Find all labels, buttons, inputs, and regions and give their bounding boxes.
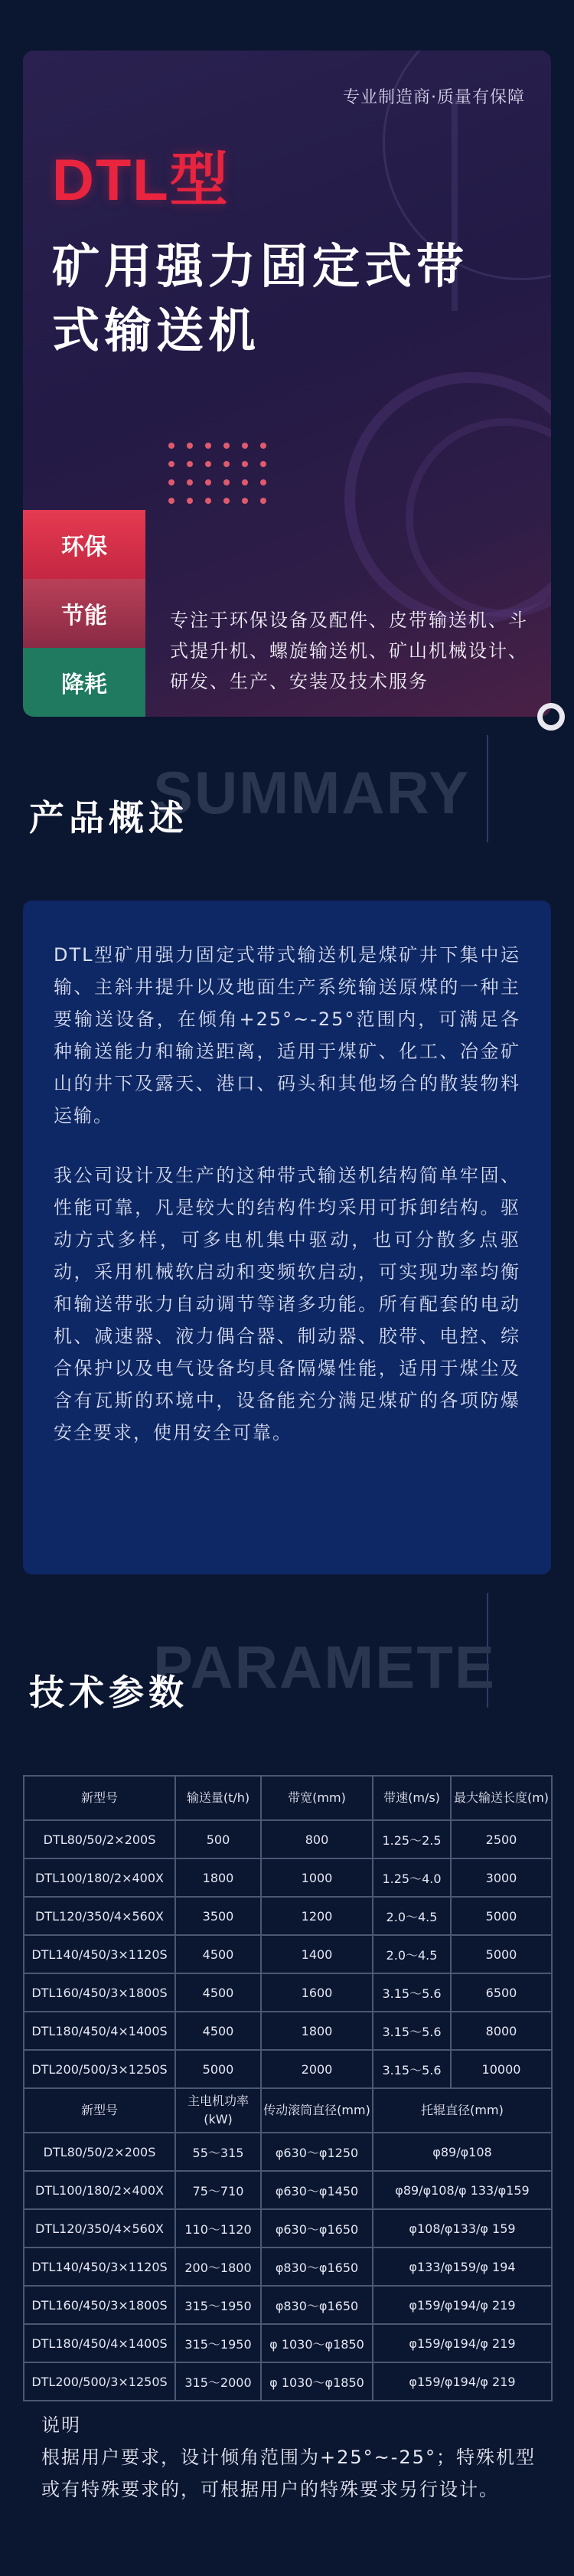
feature-tab-consumption: 降耗 [23,648,145,717]
table-header-cell: 主电机功率(kW) [175,2088,261,2133]
table-cell: φ630～φ1450 [261,2171,373,2209]
note-text: 根据用户要求，设计倾角范围为+25°~-25°；特殊机型或有特殊要求的，可根据用户的特殊要求另行设计。 [41,2447,536,2500]
overview-paragraph: 我公司设计及生产的这种带式输送机结构简单牢固、性能可靠，凡是较大的结构件均采用可拆卸结构。驱动方式多样，可多电机集中驱动，也可分散多点驱动，采用机械软启动和变频软启动，可实现功率均衡和输送带张力自动调节等诸多功能。所有配套的电动机、减速器、液力偶合器、制动器、胶带、电控、综合保护以及电气设备均具备隔爆性能，适用于煤尘及含有瓦斯的环境中，设备能充分满足煤矿的各项防爆安全要求，使用安全可靠。 [54,1165,520,1443]
table-cell: DTL180/450/4×1400S [24,2012,175,2050]
table-row [24,2171,552,2209]
table-row [24,1858,552,1897]
table-cell: φ159/φ194/φ 219 [373,2324,552,2362]
table-header-cell: 新型号 [24,1776,175,1820]
section-title-params: 技术参数 [29,1672,188,1713]
table-cell: DTL200/500/3×1250S [24,2050,175,2088]
table-cell: 2000 [261,2050,373,2088]
table-cell: DTL80/50/2×200S [24,1820,175,1858]
table-cell: 4500 [175,1973,261,2012]
feature-tab-energy: 节能 [23,579,145,648]
dot-grid-decoration [168,443,268,504]
hero-banner [23,51,551,717]
table-cell: 4500 [175,1935,261,1973]
table-row [24,1935,552,1973]
table-cell: φ830～φ1650 [261,2247,373,2286]
table-cell: φ159/φ194/φ 219 [373,2286,552,2324]
table-cell: 200～1800 [175,2247,261,2286]
table-row [24,1973,552,2012]
table-cell: φ 1030～φ1850 [261,2324,373,2362]
table-row [24,2050,552,2088]
table-cell: DTL100/180/2×400X [24,1858,175,1897]
table-cell: DTL160/450/3×1800S [24,2286,175,2324]
table-cell: 1800 [175,1858,261,1897]
table-cell: 1.25～2.5 [373,1820,451,1858]
table-header-cell: 托辊直径(mm) [373,2088,552,2133]
table-cell: φ108/φ133/φ 159 [373,2209,552,2247]
table-row [24,2133,552,2171]
table-cell: 2.0～4.5 [373,1935,451,1973]
parameter-table [23,1775,551,2401]
table-header-row [24,2088,552,2133]
table-cell: DTL140/450/3×1120S [24,1935,175,1973]
feature-tab-eco: 环保 [23,510,145,579]
table-cell: 75～710 [175,2171,261,2209]
section-watermark: PARAMETE [153,1633,496,1701]
table-cell: φ630～φ1250 [261,2133,373,2171]
table-cell: DTL140/450/3×1120S [24,2247,175,2286]
product-model: DTL型 [52,148,230,213]
table-cell: φ159/φ194/φ 219 [373,2362,552,2401]
table-cell: 55～315 [175,2133,261,2171]
table-row [24,2324,552,2362]
table-cell: 315～1950 [175,2286,261,2324]
overview-paragraph: DTL型矿用强力固定式带式输送机是煤矿井下集中运输、主斜井提升以及地面生产系统输送原煤的一种主要输送设备，在倾角+25°~-25°范围内，可满足各种输送能力和输送距离，适用于煤矿、化工、冶金矿山的井下及露天、港口、码头和其他场合的散装物料运输。 [54,944,520,1126]
table-cell: 500 [175,1820,261,1858]
table-cell: DTL120/350/4×560X [24,2209,175,2247]
hero-tagline: 专业制造商·质量有保障 [343,88,525,107]
table-cell: DTL120/350/4×560X [24,1897,175,1935]
table-cell: 110～1120 [175,2209,261,2247]
section-watermark: SUMMARY [153,759,471,826]
table-row [24,2286,552,2324]
table-cell: 2.0～4.5 [373,1897,451,1935]
table-cell: 2500 [451,1820,552,1858]
table-header-row [24,1776,552,1820]
table-cell: 5000 [175,2050,261,2088]
table-header-cell: 带速(m/s) [373,1776,451,1820]
table-cell: 1000 [261,1858,373,1897]
table-cell: 3.15～5.6 [373,1973,451,2012]
table-cell: 1.25～4.0 [373,1858,451,1897]
table-cell: DTL80/50/2×200S [24,2133,175,2171]
company-description: 专注于环保设备及配件、皮带输送机、斗式提升机、螺旋输送机、矿山机械设计、研发、生产、安装及技术服务 [170,610,528,692]
table-row [24,2247,552,2286]
feature-tabs [23,510,145,717]
table-cell: 6500 [451,1973,552,2012]
table-row [24,1897,552,1935]
section-title-overview: 产品概述 [29,797,188,839]
product-title: 矿用强力固定式带式输送机 [52,238,469,358]
table-cell: DTL160/450/3×1800S [24,1973,175,2012]
table-cell: 800 [261,1820,373,1858]
table-row [24,2362,552,2401]
table-cell: φ630～φ1650 [261,2209,373,2247]
table-cell: 1200 [261,1897,373,1935]
table-header-cell: 新型号 [24,2088,175,2133]
table-cell: 315～1950 [175,2324,261,2362]
table-cell: 3000 [451,1858,552,1897]
divider-line [487,735,488,842]
table-cell: 10000 [451,2050,552,2088]
table-cell: 8000 [451,2012,552,2050]
table-cell: 3.15～5.6 [373,2012,451,2050]
table-cell: 4500 [175,2012,261,2050]
table-cell: 1800 [261,2012,373,2050]
ring-decoration [537,703,565,731]
note-label: 说明 [41,2414,81,2436]
table-row [24,1820,552,1858]
table-cell: 5000 [451,1935,552,1973]
table-row [24,2209,552,2247]
table-header-cell: 最大输送长度(m) [451,1776,552,1820]
table-cell: DTL180/450/4×1400S [24,2324,175,2362]
table-header-cell: 带宽(mm) [261,1776,373,1820]
table-header-cell: 输送量(t/h) [175,1776,261,1820]
table-cell: DTL100/180/2×400X [24,2171,175,2209]
table-cell: φ89/φ108/φ 133/φ159 [373,2171,552,2209]
table-row [24,2012,552,2050]
table-cell: φ89/φ108 [373,2133,552,2171]
table-cell: φ133/φ159/φ 194 [373,2247,552,2286]
table-cell: 5000 [451,1897,552,1935]
table-header-cell: 传动滚筒直径(mm) [261,2088,373,2133]
table-cell: 1400 [261,1935,373,1973]
table-cell: DTL200/500/3×1250S [24,2362,175,2401]
table-cell: 1600 [261,1973,373,2012]
note-block [41,2409,546,2506]
overview-card [23,901,551,1574]
table-cell: 3500 [175,1897,261,1935]
table-cell: 315～2000 [175,2362,261,2401]
table-cell: φ 1030～φ1850 [261,2362,373,2401]
table-cell: φ830～φ1650 [261,2286,373,2324]
table-cell: 3.15～5.6 [373,2050,451,2088]
